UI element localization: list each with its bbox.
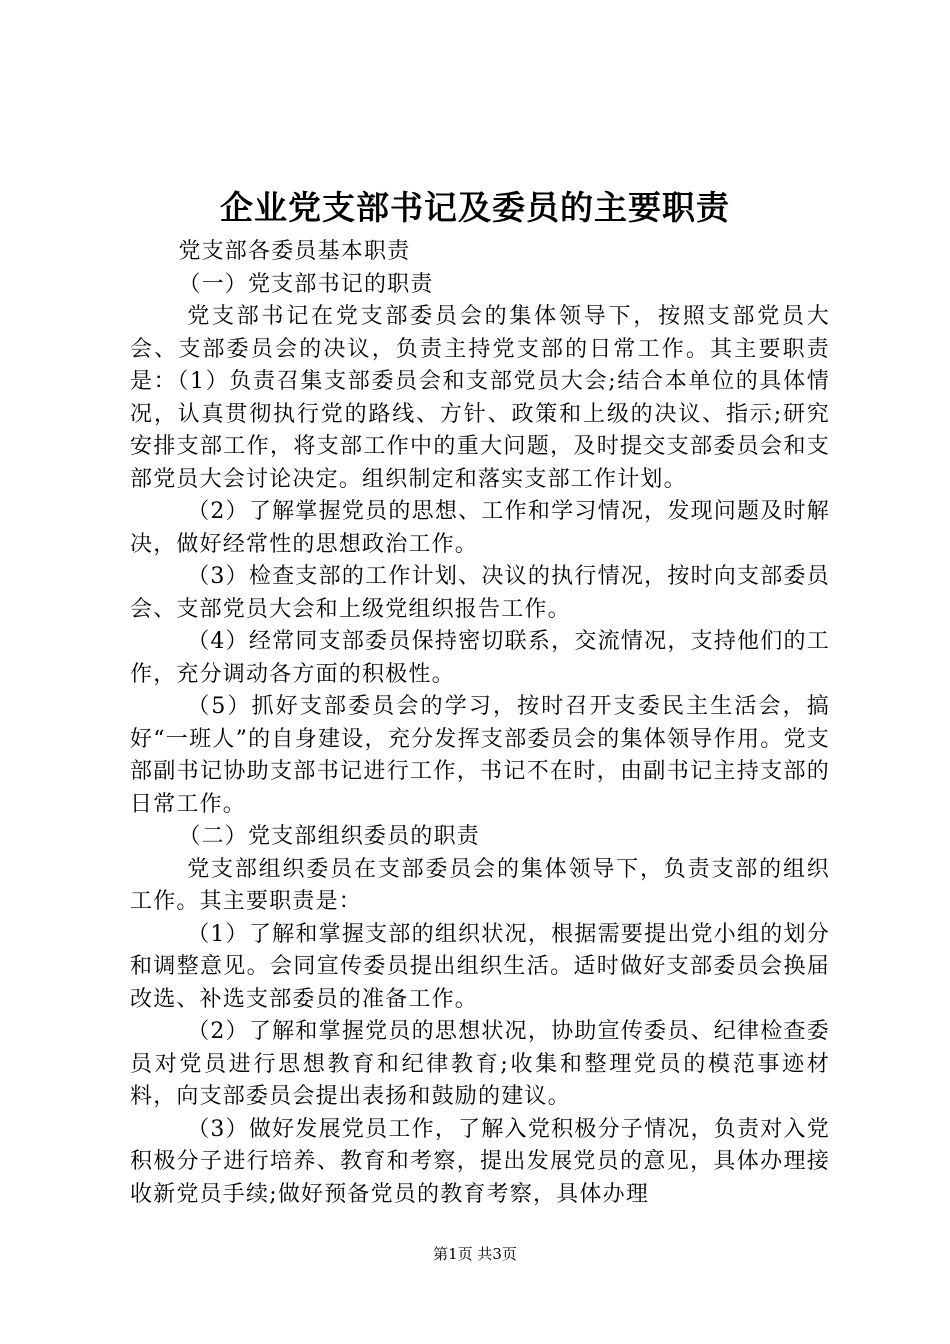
paragraph: （3）检查支部的工作计划、决议的执行情况，按时向支部委员会、支部党员大会和上级党组织报告工作。 [130, 564, 830, 622]
paragraph: （1）了解和掌握支部的组织状况，根据需要提出党小组的划分和调整意见。会同宣传委员提出组织生活。适时做好支部委员会换届改选、补选支部委员的准备工作。 [130, 921, 830, 1012]
document-title: 企业党支部书记及委员的主要职责 [220, 188, 730, 227]
section-heading: （一）党支部书记的职责 [178, 271, 434, 297]
paragraph: （3）做好发展党员工作，了解入党积极分子情况，负责对入党积极分子进行培养、教育和考察，提出发展党员的意见，具体办理接收新党员手续;做好预备党员的教育考察，具体办理 [130, 1116, 830, 1207]
paragraph: （2）了解掌握党员的思想、工作和学习情况，发现问题及时解决，做好经常性的思想政治工作。 [130, 499, 830, 557]
paragraph: 党支部书记在党支部委员会的集体领导下，按照支部党员大会、支部委员会的决议，负责主持党支部的日常工作。其主要职责是：（1）负责召集支部委员会和支部党员大会;结合本单位的具体情况，认真贯彻执行党的路线、方针、政策和上级的决议、指示;研究安排支部工作，将支部工作中的重大问题，及时提交支部委员会和支部党员大会讨论决定。组织制定和落实支部工作计划。 [130, 304, 830, 492]
page-number-footer: 第1页 共3页 [433, 1245, 517, 1263]
section-heading: （二）党支部组织委员的职责 [178, 824, 480, 849]
document-body [130, 236, 830, 1211]
paragraph: 党支部组织委员在支部委员会的集体领导下，负责支部的组织工作。其主要职责是： [130, 856, 830, 914]
paragraph: （5）抓好支部委员会的学习，按时召开支委民主生活会，搞好“一班人”的自身建设，充分发挥支部委员会的集体领导作用。党支部副书记协助支部书记进行工作，书记不在时，由副书记主持支部的日常工作。 [130, 694, 830, 817]
paragraph: （4）经常同支部委员保持密切联系，交流情况，支持他们的工作，充分调动各方面的积极性。 [130, 629, 830, 687]
paragraph: （2）了解和掌握党员的思想状况，协助宣传委员、纪律检查委员对党员进行思想教育和纪律教育;收集和整理党员的模范事迹材料，向支部委员会提出表扬和鼓励的建议。 [130, 1019, 830, 1109]
section-heading: 党支部各委员基本职责 [178, 239, 411, 264]
